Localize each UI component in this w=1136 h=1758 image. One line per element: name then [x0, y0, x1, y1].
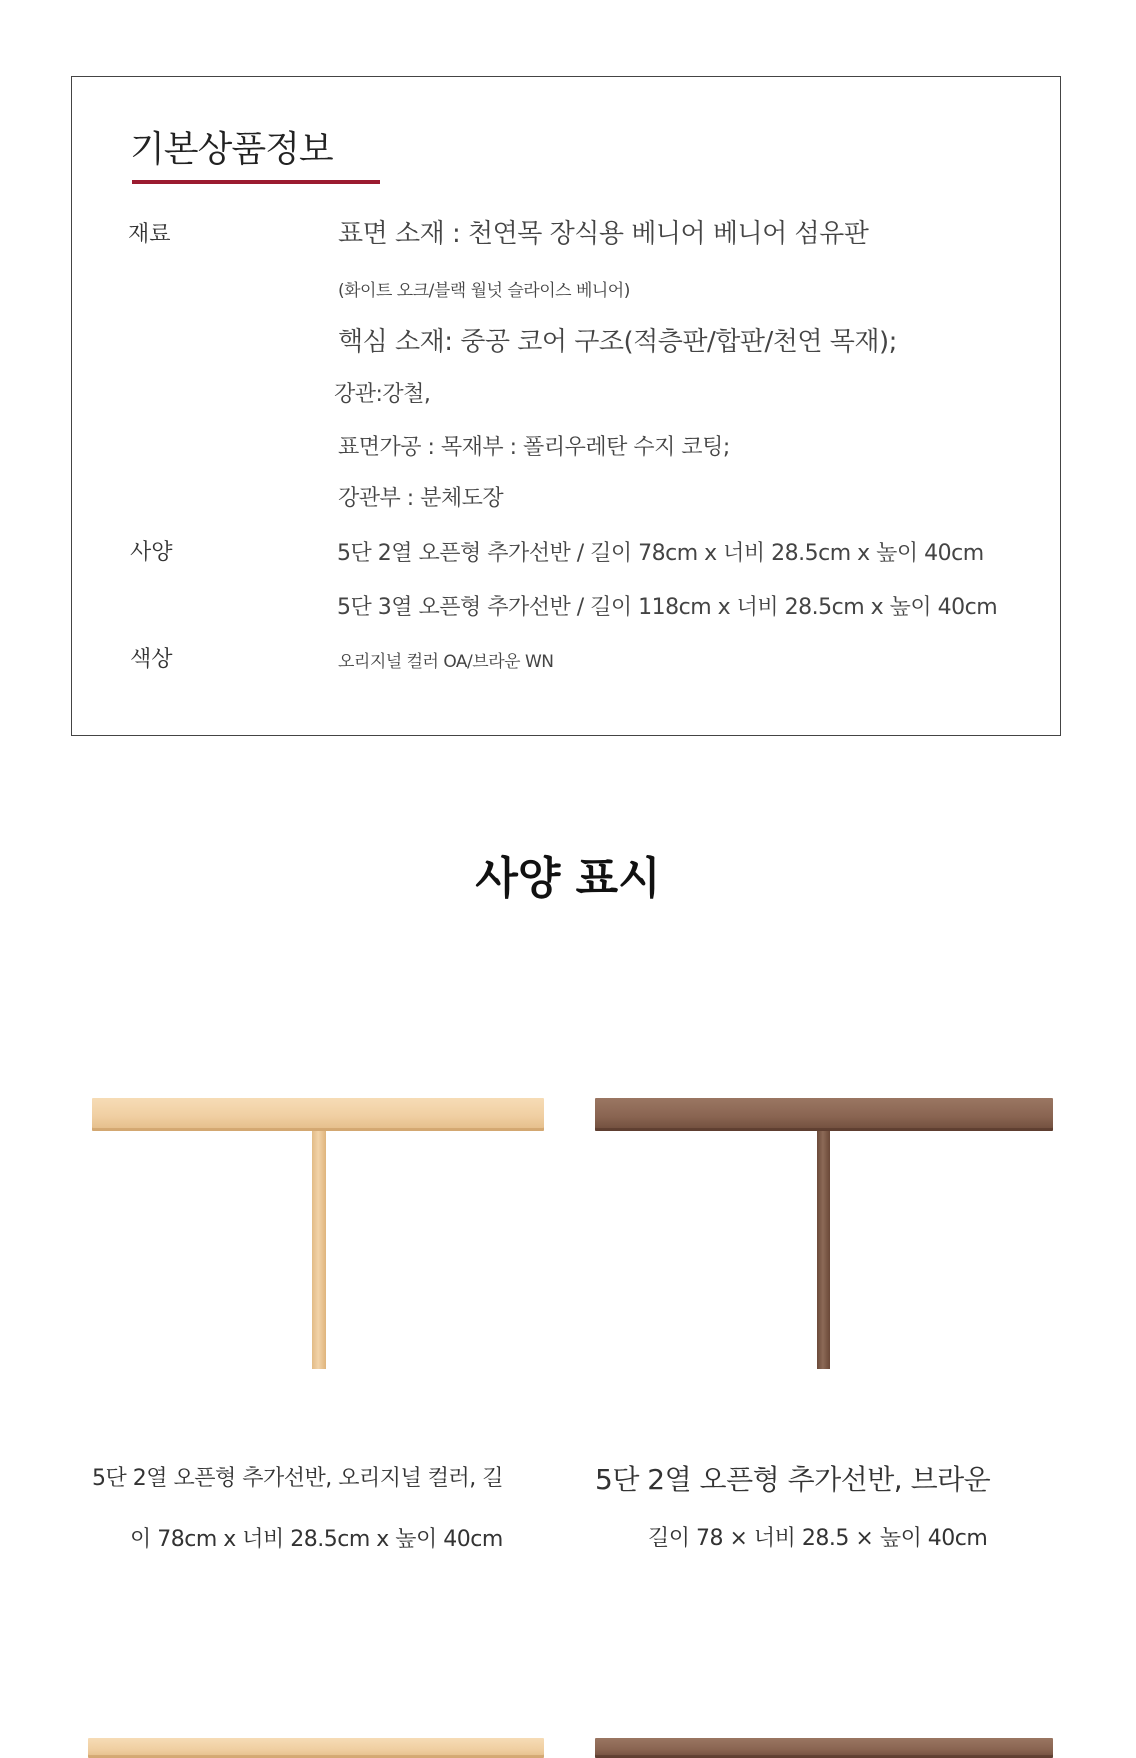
material-line: 강관부 : 분체도장 [338, 486, 504, 511]
basic-info-box [71, 76, 1061, 736]
color-line: 오리지널 컬러 OA/브라운 WN [338, 652, 554, 672]
walnut-shelf-board-image [595, 1738, 1053, 1758]
spec-line: 5단 2열 오픈형 추가선반 / 길이 78cm x 너비 28.5cm x 높이 40cm [337, 541, 984, 566]
oak-shelf-board-image [92, 1098, 544, 1131]
material-line: 표면가공 : 목재부 : 폴리우레탄 수지 코팅; [338, 435, 730, 460]
basic-info-title: 기본상품정보 [130, 129, 333, 170]
material-line: 표면 소재 : 천연목 장식용 베니어 베니어 섬유판 [338, 219, 869, 249]
product-caption-oak-line2: 이 78cm x 너비 28.5cm x 높이 40cm [130, 1527, 503, 1552]
title-underline [132, 180, 380, 184]
material-line: 핵심 소재: 중공 코어 구조(적층판/합판/천연 목재); [338, 327, 897, 357]
spec-display-heading: 사양 표시 [475, 853, 661, 904]
walnut-shelf-board-image [595, 1098, 1053, 1131]
product-caption-oak-line1: 5단 2열 오픈형 추가선반, 오리지널 컬러, 길 [92, 1466, 503, 1491]
walnut-shelf-post-image [817, 1131, 830, 1369]
color-label: 색상 [130, 647, 173, 672]
material-line: (화이트 오크/블랙 월넛 슬라이스 베니어) [338, 281, 630, 301]
spec-label: 사양 [130, 540, 173, 565]
spec-line: 5단 3열 오픈형 추가선반 / 길이 118cm x 너비 28.5cm x 높이 40cm [337, 595, 998, 620]
product-caption-walnut-line2: 길이 78 × 너비 28.5 × 높이 40cm [648, 1526, 988, 1551]
oak-shelf-post-image [312, 1131, 326, 1369]
oak-shelf-board-image [88, 1738, 544, 1758]
product-caption-walnut-line1: 5단 2열 오픈형 추가선반, 브라운 [595, 1463, 991, 1496]
material-label: 재료 [128, 222, 171, 247]
material-line: 강관:강철, [334, 382, 431, 407]
